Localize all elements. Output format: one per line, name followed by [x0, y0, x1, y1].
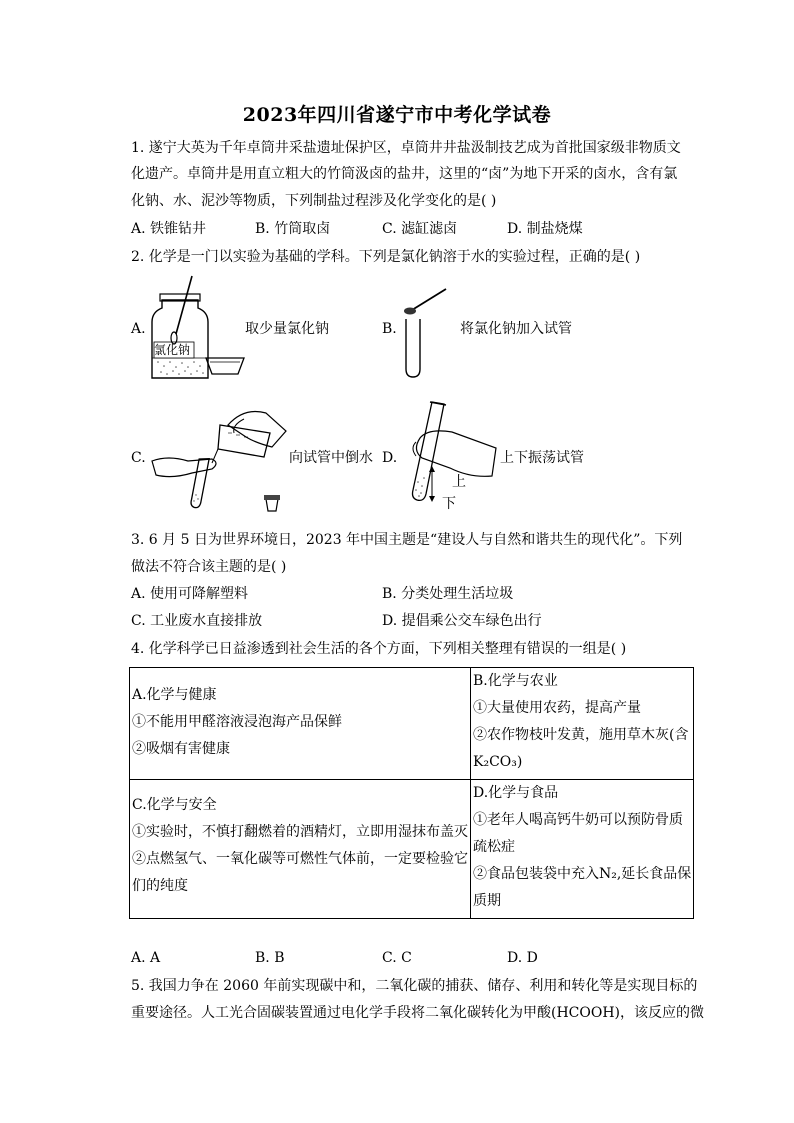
q1-line-3: 化钠、水、泥沙等物质，下列制盐过程涉及化学变化的是( ): [131, 193, 497, 209]
q2-option-d-caption: 上下振荡试管: [500, 450, 584, 466]
q4-option-b[interactable]: B. B: [255, 950, 285, 966]
q4-cell-b: [471, 668, 694, 780]
q3-line-1: 3. 6 月 5 日为世界环境日，2023 年中国主题是“建设人与自然和谐共生的现代化”。下列: [131, 532, 683, 548]
q4-b-item-1: ①大量使用农药，提高产量: [473, 700, 641, 716]
q2-option-c-letter[interactable]: C.: [131, 450, 146, 466]
jar-label: 氯化钠: [154, 343, 191, 357]
q3-option-d[interactable]: D. 提倡乘公交车绿色出行: [382, 613, 542, 629]
q4-option-d[interactable]: D. D: [507, 950, 538, 966]
test-tube-with-spoon-figure: [398, 277, 468, 382]
q3-line-2: 做法不符合该主题的是( ): [131, 559, 287, 575]
q2-stem: 2. 化学是一门以实验为基础的学科。下列是氯化钠溶于水的实验过程，正确的是( ): [131, 249, 641, 265]
up-label: 上: [452, 474, 466, 490]
q2-option-a-letter[interactable]: A.: [131, 321, 146, 337]
q4-table: [129, 667, 694, 919]
q4-d-item-2: ②食品包装袋中充入N₂,延长食品保: [473, 866, 692, 882]
q3-option-c[interactable]: C. 工业废水直接排放: [131, 613, 263, 629]
shaking-test-tube-hand-figure: [398, 398, 503, 508]
q4-c-heading: C.化学与安全: [132, 797, 217, 813]
q1-option-c[interactable]: C. 滤缸滤卤: [382, 221, 458, 237]
q2-option-d-letter[interactable]: D.: [382, 450, 398, 466]
q4-a-item-1: ①不能用甲醛溶液浸泡海产品保鲜: [132, 714, 342, 730]
q4-b-heading: B.化学与农业: [473, 673, 558, 689]
q4-c-item-2: ②点燃氢气、一氧化碳等可燃性气体前，一定要检验它: [132, 851, 468, 867]
q4-a-heading: A.化学与健康: [132, 687, 217, 703]
q4-cell-c: [130, 780, 471, 919]
q4-b-item-2: ②农作物枝叶发黄，施用草木灰(含: [473, 727, 689, 743]
q3-option-a[interactable]: A. 使用可降解塑料: [131, 586, 249, 602]
q4-cell-a: [130, 668, 471, 780]
q4-option-c[interactable]: C. C: [382, 950, 412, 966]
q4-b-item-2-cont: K₂CO₃): [473, 754, 523, 770]
q2-option-a-caption: 取少量氯化钠: [245, 321, 329, 337]
reagent-jar-with-spoon-figure: [144, 272, 259, 387]
q4-d-heading: D.化学与食品: [473, 785, 559, 801]
pouring-water-hands-figure: [148, 403, 298, 513]
down-label: 下: [442, 496, 456, 512]
q3-option-b[interactable]: B. 分类处理生活垃圾: [382, 586, 514, 602]
q4-d-item-1-cont: 疏松症: [473, 839, 515, 855]
q4-stem: 4. 化学科学已日益渗透到社会生活的各个方面，下列相关整理有错误的一组是( ): [131, 641, 627, 657]
page-title: 2023年四川省遂宁市中考化学试卷: [242, 104, 552, 126]
q1-option-a[interactable]: A. 铁锥钻井: [131, 221, 207, 237]
q1-line-2: 化遗产。卓筒井是用直立粗大的竹筒汲卤的盐井，这里的“卤”为地下开采的卤水，含有氯: [131, 166, 678, 182]
q4-c-item-1: ①实验时，不慎打翻燃着的酒精灯，立即用湿抹布盖灭: [132, 824, 468, 840]
q5-line-1: 5. 我国力争在 2060 年前实现碳中和，二氧化碳的捕获、储存、利用和转化等是实现目标的: [131, 978, 698, 994]
q4-option-a[interactable]: A. A: [131, 950, 161, 966]
q1-line-1: 1. 遂宁大英为千年卓筒井采盐遗址保护区，卓筒井井盐汲制技艺成为首批国家级非物质文: [131, 140, 681, 156]
q4-cell-d: [471, 780, 694, 919]
q2-option-b-caption: 将氯化钠加入试管: [460, 321, 572, 337]
q5-line-2: 重要途径。人工光合固碳装置通过电化学手段将二氧化碳转化为甲酸(HCOOH)，该反应的微: [131, 1005, 705, 1021]
q1-option-d[interactable]: D. 制盐烧煤: [507, 221, 583, 237]
q4-d-item-1: ①老年人喝高钙牛奶可以预防骨质: [473, 812, 683, 828]
q2-option-c-caption: 向试管中倒水: [289, 450, 373, 466]
q2-option-b-letter[interactable]: B.: [382, 321, 397, 337]
q4-a-item-2: ②吸烟有害健康: [132, 741, 230, 757]
q1-option-b[interactable]: B. 竹筒取卤: [255, 221, 331, 237]
q4-c-item-2-cont: 们的纯度: [132, 878, 188, 894]
q4-d-item-2-cont: 质期: [473, 893, 501, 909]
